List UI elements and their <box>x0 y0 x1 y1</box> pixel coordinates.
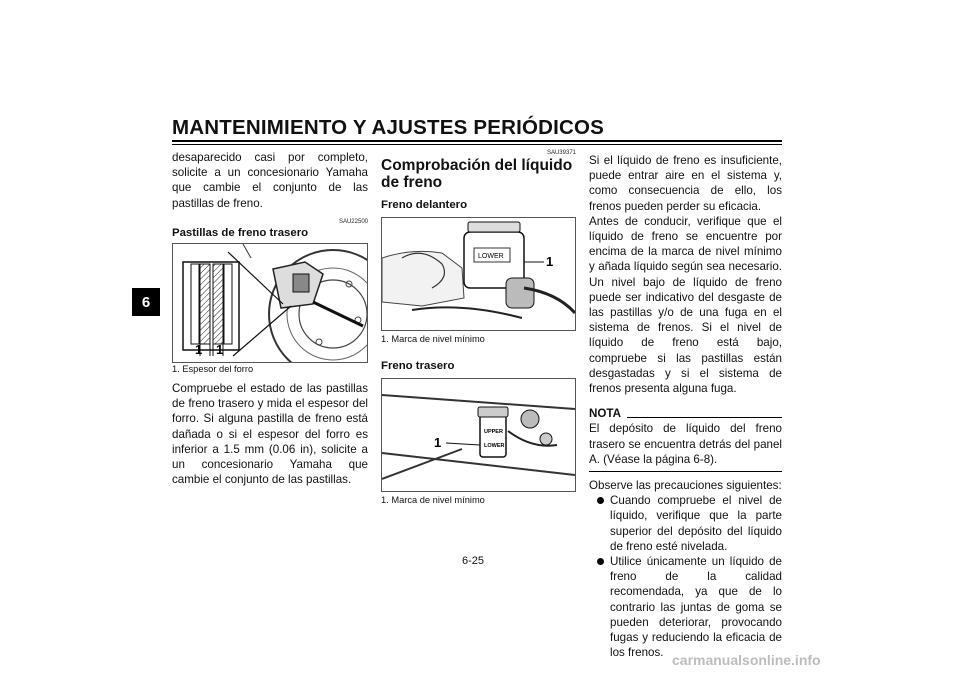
section-code: SAU39371 <box>546 150 576 156</box>
nota-end-rule <box>589 471 782 472</box>
observe-text: Observe las precauciones siguientes: <box>589 479 782 493</box>
precautions-list <box>589 493 782 660</box>
rear-brake-heading: Freno trasero <box>381 360 455 373</box>
nota-text: El depósito de líquido del freno trasero se encuentra detrás del panel A. (Véase la página 6-8). <box>589 422 782 466</box>
header-rule <box>172 140 782 142</box>
page-title: MANTENIMIENTO Y AJUSTES PERIÓDICOS <box>172 116 605 139</box>
nota-label: NOTA <box>589 407 621 421</box>
rear-upper-mark: UPPER <box>484 429 503 436</box>
nota-header <box>589 406 782 421</box>
section-heading: Pastillas de freno trasero <box>172 226 309 239</box>
rear-lower-mark: LOWER <box>484 443 505 450</box>
front-reservoir-illustration <box>382 218 575 330</box>
front-figure-label: 1 <box>546 254 554 270</box>
front-figure-caption: 1. Marca de nivel mínimo <box>381 334 485 345</box>
middle-column <box>381 150 576 506</box>
section-code: SAU22500 <box>338 218 368 225</box>
header-rule-thin <box>172 144 782 145</box>
bullet-icon <box>597 497 604 504</box>
left-body-text: Compruebe el estado de las pastillas de freno trasero y mida el espesor del forro. Si alguna pastilla de freno está dañada o si el espesor del forro es inferior a 1.5 mm (0.06 in), solicite a un concesionario Yamaha que cambie el conjunto de las pastillas. <box>172 382 368 487</box>
front-brake-figure <box>381 217 576 331</box>
rear-reservoir-illustration <box>382 379 575 491</box>
rear-brake-figure <box>381 378 576 492</box>
left-intro-text: desaparecido casi por completo, solicite a un concesionario Yamaha que cambie el conjunto de las pastillas de freno. <box>172 151 368 210</box>
rear-figure-label: 1 <box>434 435 442 451</box>
right-column <box>589 153 782 661</box>
list-item: Cuando compruebe el nivel de líquido, verifique que la parte superior del depósito del líquido de freno esté nivelada. <box>589 493 782 554</box>
brake-pad-figure <box>172 243 368 363</box>
brake-pad-illustration <box>173 244 367 362</box>
nota-rule <box>627 417 782 418</box>
front-lower-mark: LOWER <box>478 253 504 261</box>
footer-watermark: carmanualsonline.info <box>672 652 821 668</box>
section-heading-brake-fluid: Comprobación del líquido de freno <box>381 157 573 191</box>
right-paragraph-1: Si el líquido de freno es insuficiente, puede entrar aire en el sistema y, como consecuencia de ello, los frenos pueden perder su eficacia. <box>589 154 782 213</box>
chapter-tab: 6 <box>132 288 160 316</box>
page-number: 6-25 <box>462 555 485 567</box>
left-column <box>172 150 368 487</box>
figure-caption: 1. Espesor del forro <box>172 364 254 375</box>
rear-figure-caption: 1. Marca de nivel mínimo <box>381 495 485 506</box>
figure-label-1a: 1 <box>195 342 203 358</box>
figure-label-1b: 1 <box>216 342 224 358</box>
list-item: Utilice únicamente un líquido de freno de la calidad recomendada, ya que de lo contrario las juntas de goma se pueden deteriorar, provocando fugas y reduciendo la eficacia de los frenos. <box>589 554 782 660</box>
bullet-icon <box>597 558 604 565</box>
right-paragraph-2: Antes de conducir, verifique que el líquido de freno se encuentre por encima de la marca de nivel mínimo y añada líquido según sea necesario. Un nivel bajo de líquido de freno puede ser indicativo del desgaste de las pastillas y/o de una fuga en el sistema de frenos. Si el nivel de líquido de freno está bajo, compruebe si las pastillas están desgastadas y si el sistema de frenos presenta alguna fuga. <box>589 214 782 396</box>
front-brake-heading: Freno delantero <box>381 199 468 211</box>
